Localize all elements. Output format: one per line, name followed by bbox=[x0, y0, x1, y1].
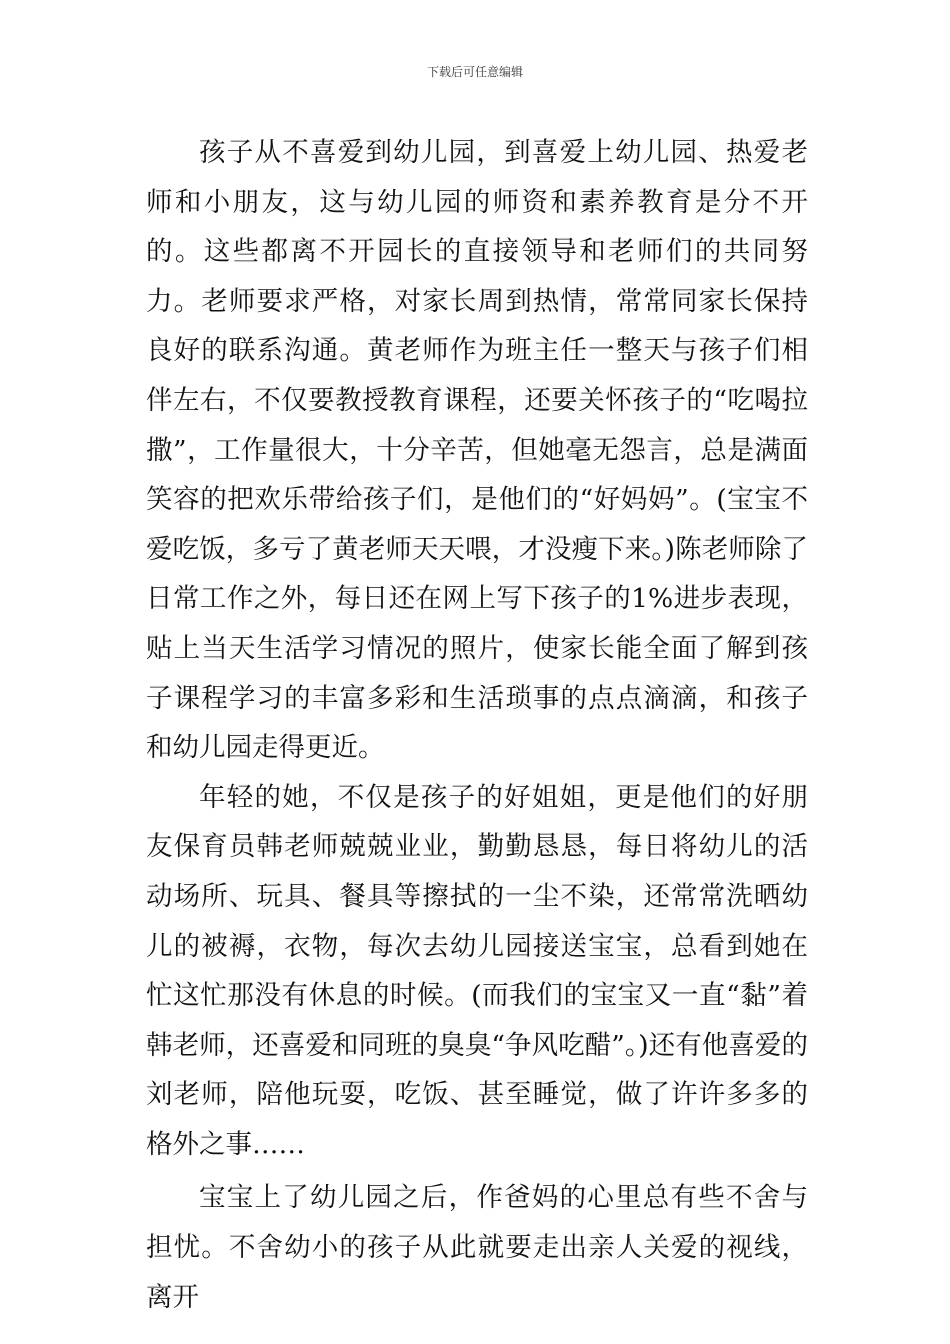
paragraph-2: 年轻的她，不仅是孩子的好姐姐，更是他们的好朋友保育员韩老师兢兢业业，勤勤恳恳，每日将幼儿的活动场所、玩具、餐具等擦拭的一尘不染，还常常洗晒幼儿的被褥，衣物，每次去幼儿园接送宝宝，总看到她在忙这忙那没有休息的时候。(而我们的宝宝又一直“黏”着韩老师，还喜爱和同班的臭臭“争风吃醋”。)还有他喜爱的刘老师，陪他玩耍，吃饭、甚至睡觉，做了许许多多的格外之事…… bbox=[146, 781, 808, 1160]
page-header: 下载后可任意编辑 bbox=[426, 65, 523, 79]
paragraph-1: 孩子从不喜爱到幼儿园，到喜爱上幼儿园、热爱老师和小朋友，这与幼儿园的师资和素养教育是分不开的。这些都离不开园长的直接领导和老师们的共同努力。老师要求严格，对家长周到热情，常常同家长保持良好的联系沟通。黄老师作为班主任一整天与孩子们相伴左右，不仅要教授教育课程，还要关怀孩子的“吃喝拉撒”，工作量很大，十分辛苦，但她毫无怨言，总是满面笑容的把欢乐带给孩子们，是他们的“好妈妈”。(宝宝不爱吃饭，多亏了黄老师天天喂，才没瘦下来。)陈老师除了日常工作之外，每日还在网上写下孩子的1%进步表现，贴上当天生活学习情况的照片，使家长能全面了解到孩子课程学习的丰富多彩和生活琐事的点点滴滴，和孩子和幼儿园走得更近。 bbox=[146, 137, 808, 764]
document-body bbox=[146, 128, 808, 1322]
paragraph-3: 宝宝上了幼儿园之后，作爸妈的心里总有些不舍与担忧。不舍幼小的孩子从此就要走出亲人关爱的视线，离开 bbox=[146, 1182, 808, 1313]
